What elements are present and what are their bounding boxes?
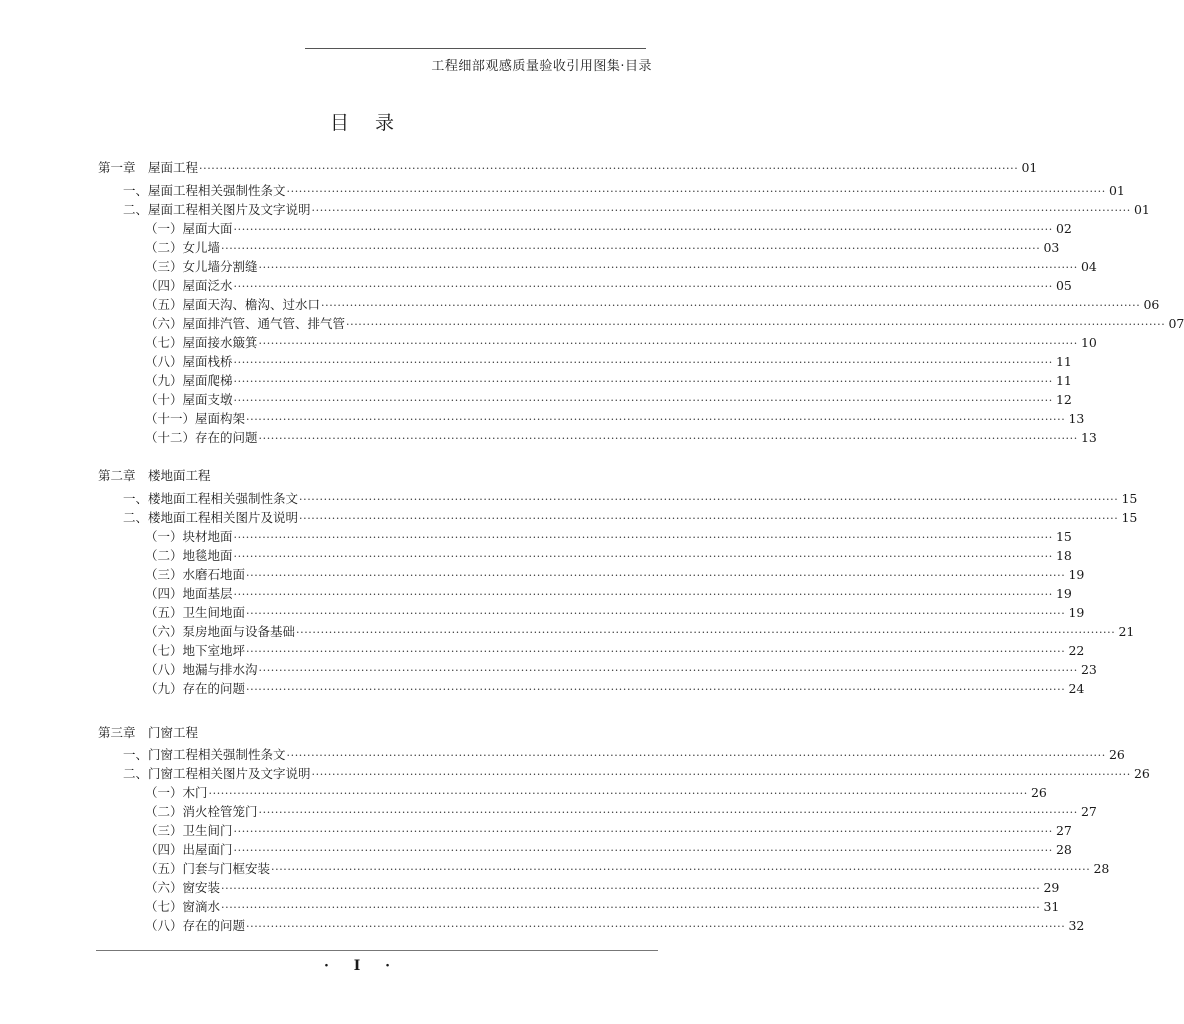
- toc-page-number: 11: [1055, 373, 1072, 388]
- toc-label: （一）块材地面: [145, 529, 233, 544]
- dot-leader: ········································································································································································································: [199, 162, 1019, 175]
- toc-label: （五）屋面天沟、檐沟、过水口: [145, 297, 321, 312]
- dot-leader: ········································································································································································································: [208, 787, 1028, 800]
- toc-label: 第一章 屋面工程: [98, 160, 199, 175]
- toc-label: （三）女儿墙分割缝: [145, 259, 258, 274]
- dot-leader: ········································································································································································································: [246, 920, 1066, 933]
- toc-page-number: 27: [1055, 823, 1072, 838]
- title-char-1: 目: [329, 112, 349, 134]
- toc-label: （七）屋面接水簸箕: [145, 335, 258, 350]
- toc-label: 第二章 楼地面工程: [98, 468, 211, 483]
- toc-subsection: [145, 585, 1072, 603]
- dot-leader: ········································································································································································································: [221, 901, 1041, 914]
- dot-leader: ········································································································································································································: [258, 261, 1078, 274]
- toc-label: 二、楼地面工程相关图片及说明: [123, 510, 299, 525]
- toc-subsection: [145, 391, 1072, 409]
- toc-page-number: 03: [1043, 240, 1060, 255]
- dot-leader: ········································································································································································································: [233, 550, 1053, 563]
- toc-subsection: [145, 258, 1097, 276]
- toc-subsection: [145, 239, 1060, 257]
- toc-label: （一）木门: [145, 785, 208, 800]
- toc-label: 第三章 门窗工程: [98, 725, 199, 740]
- running-header: 工程细部观感质量验收引用图集·目录: [431, 59, 652, 74]
- dot-leader: ········································································································································································································: [246, 683, 1066, 696]
- toc-subsection: [145, 803, 1097, 821]
- toc-chapter: [98, 159, 1038, 177]
- toc-label: （六）屋面排汽管、通气管、排气管: [145, 316, 346, 331]
- dot-leader: ········································································································································································································: [321, 299, 1141, 312]
- toc-chapter: [98, 467, 211, 485]
- toc-subsection: [145, 220, 1072, 238]
- toc-page-number: 01: [1133, 202, 1150, 217]
- dot-leader: ········································································································································································································: [286, 749, 1106, 762]
- dot-leader: ········································································································································································································: [233, 356, 1053, 369]
- toc-page-number: 06: [1143, 297, 1160, 312]
- toc-section: [123, 490, 1138, 508]
- toc-page-number: 05: [1055, 278, 1072, 293]
- toc-page-number: 15: [1121, 491, 1138, 506]
- dot-leader: ········································································································································································································: [246, 645, 1066, 658]
- page-number: · I ·: [323, 958, 401, 974]
- toc-label: （四）屋面泛水: [145, 278, 233, 293]
- toc-subsection: [145, 917, 1085, 935]
- toc-page-number: 26: [1108, 747, 1125, 762]
- toc-section: [123, 201, 1150, 219]
- toc-page-number: 26: [1030, 785, 1047, 800]
- toc-label: 二、门窗工程相关图片及文字说明: [123, 766, 311, 781]
- footer-rule: [96, 950, 658, 951]
- toc-subsection: [145, 860, 1110, 878]
- dot-leader: ········································································································································································································: [233, 280, 1053, 293]
- toc-subsection: [145, 642, 1085, 660]
- dot-leader: ········································································································································································································: [346, 318, 1166, 331]
- toc-page-number: 01: [1021, 160, 1038, 175]
- header-rule: [305, 48, 646, 49]
- dot-leader: ········································································································································································································: [233, 825, 1053, 838]
- toc-label: 一、楼地面工程相关强制性条文: [123, 491, 299, 506]
- toc-label: 一、门窗工程相关强制性条文: [123, 747, 286, 762]
- toc-subsection: [145, 566, 1085, 584]
- dot-leader: ········································································································································································································: [233, 844, 1053, 857]
- toc-label: （五）卫生间地面: [145, 605, 246, 620]
- toc-label: （九）存在的问题: [145, 681, 246, 696]
- dot-leader: ········································································································································································································: [233, 588, 1053, 601]
- toc-label: （六）泵房地面与设备基础: [145, 624, 296, 639]
- toc-page-number: 18: [1055, 548, 1072, 563]
- toc-label: （四）出屋面门: [145, 842, 233, 857]
- toc-label: （三）水磨石地面: [145, 567, 246, 582]
- dot-leader: ········································································································································································································: [233, 375, 1053, 388]
- dot-leader: ········································································································································································································: [221, 882, 1041, 895]
- dot-leader: ········································································································································································································: [233, 531, 1053, 544]
- dot-leader: ········································································································································································································: [299, 493, 1119, 506]
- dot-leader: ········································································································································································································: [233, 394, 1053, 407]
- toc-page-number: 04: [1080, 259, 1097, 274]
- dot-leader: ········································································································································································································: [299, 512, 1119, 525]
- toc-subsection: [145, 315, 1184, 333]
- toc-label: （九）屋面爬梯: [145, 373, 233, 388]
- toc-label: （二）地毯地面: [145, 548, 233, 563]
- toc-page-number: 13: [1080, 430, 1097, 445]
- toc-subsection: [145, 841, 1072, 859]
- dot-leader: ········································································································································································································: [311, 204, 1131, 217]
- toc-page-number: 31: [1043, 899, 1060, 914]
- toc-page-number: 15: [1121, 510, 1138, 525]
- toc-subsection: [145, 879, 1060, 897]
- toc-page-number: 19: [1068, 605, 1085, 620]
- dot-leader: ········································································································································································································: [246, 607, 1066, 620]
- title-char-2: 录: [375, 112, 395, 134]
- toc-subsection: [145, 277, 1072, 295]
- toc-subsection: [145, 410, 1085, 428]
- toc-label: （六）窗安装: [145, 880, 221, 895]
- toc-page-number: 32: [1068, 918, 1085, 933]
- toc-subsection: [145, 680, 1085, 698]
- toc-page-number: 28: [1055, 842, 1072, 857]
- toc-section: [123, 182, 1125, 200]
- toc-page-number: 21: [1118, 624, 1135, 639]
- toc-label: （五）门套与门框安装: [145, 861, 271, 876]
- toc-section: [123, 746, 1125, 764]
- toc-label: （十二）存在的问题: [145, 430, 258, 445]
- dot-leader: ········································································································································································································: [286, 185, 1106, 198]
- toc-page-number: 26: [1133, 766, 1150, 781]
- toc-label: （二）消火栓管笼门: [145, 804, 258, 819]
- dot-leader: ········································································································································································································: [258, 806, 1078, 819]
- toc-page-number: 11: [1055, 354, 1072, 369]
- toc-subsection: [145, 898, 1060, 916]
- toc-subsection: [145, 334, 1097, 352]
- toc-subsection: [145, 623, 1135, 641]
- page-title: [0, 108, 724, 135]
- toc-subsection: [145, 661, 1097, 679]
- toc-label: （七）地下室地坪: [145, 643, 246, 658]
- toc-label: （八）屋面栈桥: [145, 354, 233, 369]
- toc-section: [123, 765, 1150, 783]
- toc-subsection: [145, 353, 1072, 371]
- dot-leader: ········································································································································································································: [258, 432, 1078, 445]
- toc-subsection: [145, 296, 1160, 314]
- toc-page-number: 19: [1055, 586, 1072, 601]
- toc-subsection: [145, 822, 1072, 840]
- toc-page-number: 19: [1068, 567, 1085, 582]
- toc-page-number: 27: [1080, 804, 1097, 819]
- dot-leader: ········································································································································································································: [258, 664, 1078, 677]
- dot-leader: ········································································································································································································: [296, 626, 1116, 639]
- toc-label: （八）地漏与排水沟: [145, 662, 258, 677]
- toc-page-number: 28: [1093, 861, 1110, 876]
- dot-leader: ········································································································································································································: [246, 413, 1066, 426]
- toc-subsection: [145, 528, 1072, 546]
- toc-label: （二）女儿墙: [145, 240, 221, 255]
- toc-page-number: 07: [1168, 316, 1184, 331]
- toc-subsection: [145, 547, 1072, 565]
- dot-leader: ········································································································································································································: [221, 242, 1041, 255]
- toc-page-number: 15: [1055, 529, 1072, 544]
- toc-page-number: 13: [1068, 411, 1085, 426]
- toc-label: 一、屋面工程相关强制性条文: [123, 183, 286, 198]
- toc-label: 二、屋面工程相关图片及文字说明: [123, 202, 311, 217]
- toc-label: （十一）屋面构架: [145, 411, 246, 426]
- toc-page-number: 10: [1080, 335, 1097, 350]
- toc-label: （八）存在的问题: [145, 918, 246, 933]
- toc-label: （三）卫生间门: [145, 823, 233, 838]
- toc-page-number: 29: [1043, 880, 1060, 895]
- toc-page-number: 12: [1055, 392, 1072, 407]
- dot-leader: ········································································································································································································: [233, 223, 1053, 236]
- dot-leader: ········································································································································································································: [271, 863, 1091, 876]
- dot-leader: ········································································································································································································: [246, 569, 1066, 582]
- toc-page-number: 01: [1108, 183, 1125, 198]
- toc-label: （七）窗滴水: [145, 899, 221, 914]
- toc-section: [123, 509, 1138, 527]
- toc-page-number: 24: [1068, 681, 1085, 696]
- toc-subsection: [145, 604, 1085, 622]
- toc-page-number: 22: [1068, 643, 1085, 658]
- toc-label: （十）屋面支墩: [145, 392, 233, 407]
- toc-subsection: [145, 784, 1047, 802]
- dot-leader: ········································································································································································································: [311, 768, 1131, 781]
- toc-page-number: 02: [1055, 221, 1072, 236]
- toc-label: （四）地面基层: [145, 586, 233, 601]
- toc-subsection: [145, 372, 1072, 390]
- toc-chapter: [98, 724, 198, 742]
- dot-leader: ········································································································································································································: [258, 337, 1078, 350]
- toc-page-number: 23: [1080, 662, 1097, 677]
- toc-subsection: [145, 429, 1097, 447]
- toc-label: （一）屋面大面: [145, 221, 233, 236]
